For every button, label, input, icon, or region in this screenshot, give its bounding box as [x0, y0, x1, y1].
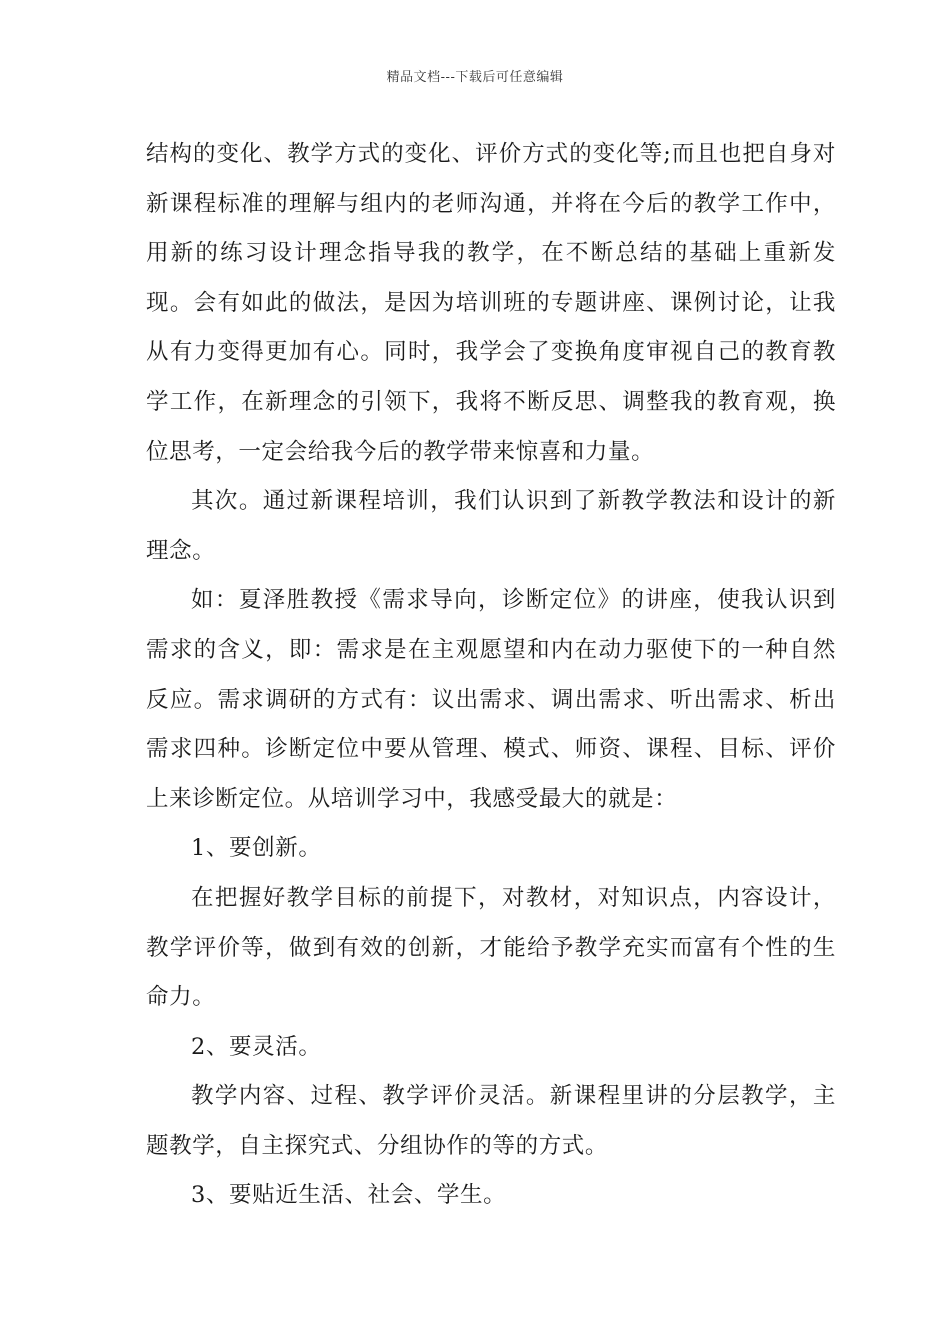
point-2-heading: 2、要灵活。	[191, 1033, 322, 1060]
point-2-body: 教学内容、过程、教学评价灵活。新课程里讲的分层教学，主题教学，自主探究式、分组协作的等的方式。	[146, 1083, 836, 1159]
paragraph-secondly: 其次。通过新课程培训，我们认识到了新教学教法和设计的新理念。	[146, 488, 836, 564]
paragraph-continuation: 结构的变化、教学方式的变化、评价方式的变化等;而且也把自身对新课程标准的理解与组内的老师沟通，并将在今后的教学工作中，用新的练习设计理念指导我的教学，在不断总结的基础上重新发现。会有如此的做法，是因为培训班的专题讲座、课例讨论，让我从有力变得更加有心。同时，我学会了变换角度审视自己的教育教学工作，在新理念的引领下，我将不断反思、调整我的教育观，换位思考，一定会给我今后的教学带来惊喜和力量。	[146, 141, 836, 465]
document-body	[146, 130, 836, 1221]
page-header: 精品文档---下载后可任意编辑	[386, 70, 564, 85]
paragraph-lecture: 如：夏泽胜教授《需求导向，诊断定位》的讲座，使我认识到需求的含义，即：需求是在主观愿望和内在动力驱使下的一种自然反应。需求调研的方式有：议出需求、调出需求、听出需求、析出需求四种。诊断定位中要从管理、模式、师资、课程、目标、评价上来诊断定位。从培训学习中，我感受最大的就是：	[146, 587, 836, 812]
point-1-body: 在把握好教学目标的前提下，对教材，对知识点，内容设计，教学评价等，做到有效的创新，才能给予教学充实而富有个性的生命力。	[146, 884, 836, 1011]
point-1-heading: 1、要创新。	[191, 835, 322, 862]
point-3-heading: 3、要贴近生活、社会、学生。	[191, 1182, 507, 1209]
